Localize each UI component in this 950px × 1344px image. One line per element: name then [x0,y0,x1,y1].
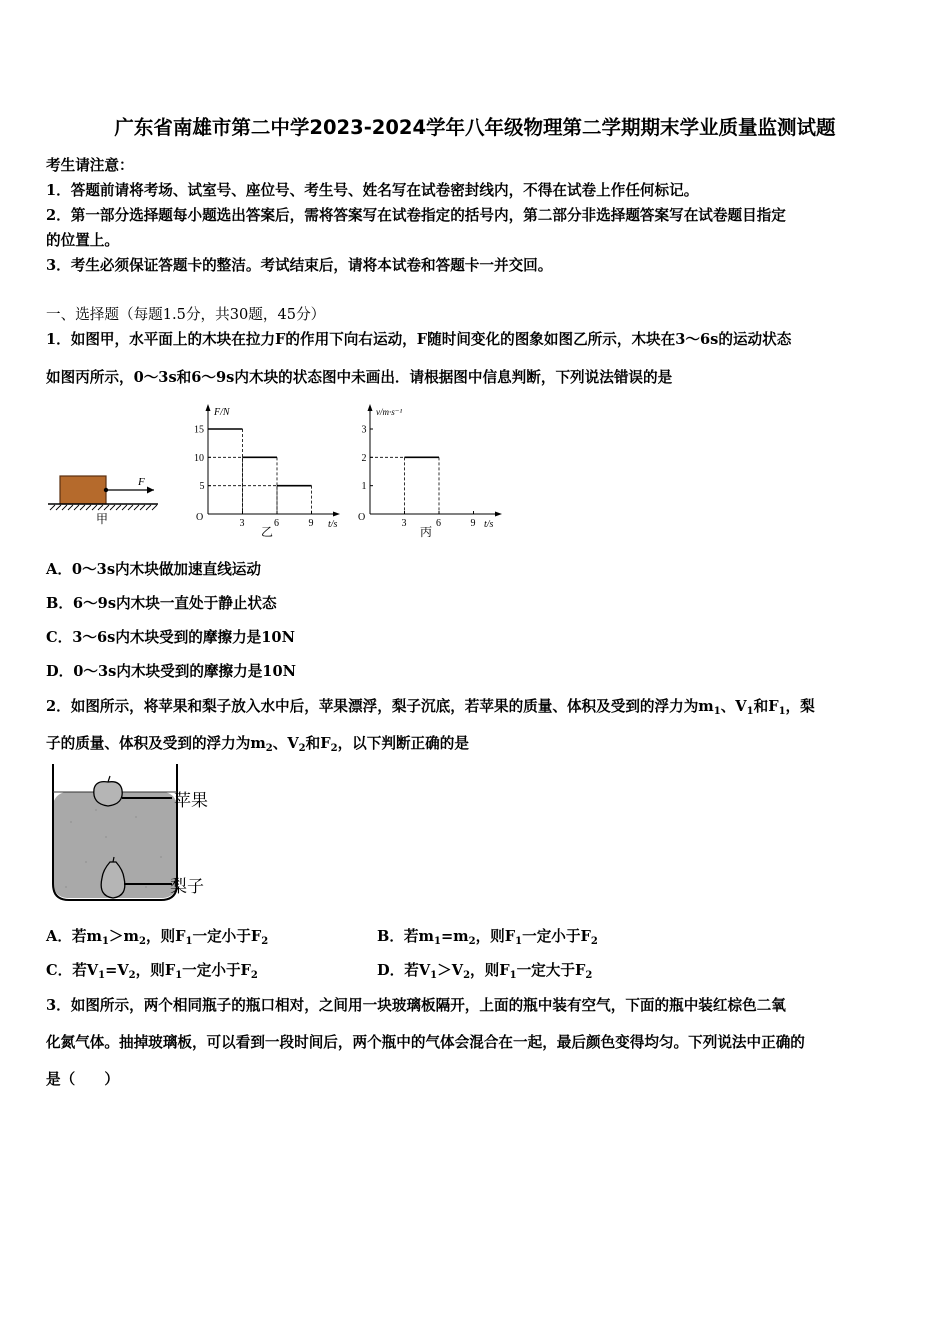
chart-caption: 丙 [420,525,433,539]
x-tick-label: 9 [470,518,476,529]
figure-jia [46,468,164,530]
apple-label: 苹果 [174,791,208,810]
figure-yi-chart [190,402,350,542]
y-tick-label: 2 [361,452,367,464]
chart-caption: 乙 [261,525,274,539]
notice-line-3: 3．考生必须保证答题卡的整洁。考试结束后，请将本试卷和答题卡一并交回。 [46,257,553,274]
q2-option-d: D．若$V_1>V_2$，则$F_1$一定大于$F_2$ [377,962,593,981]
origin-label: O [196,512,204,523]
x-tick-label: 9 [308,518,314,529]
x-axis-label: t/s [484,519,494,530]
page-title: 广东省南雄市第二中学2023-2024学年八年级物理第二学期期末学业质量监测试题 [114,116,836,139]
origin-label: O [358,512,366,523]
wood-block [60,476,106,504]
q3-stem-line-2: 化氮气体。抽掉玻璃板，可以看到一段时间后，两个瓶中的气体会混合在一起，最后颜色变得均匀。下列说法中正确的 [46,1034,805,1051]
figure-apple-pear [46,762,226,907]
section-heading: 一、选择题（每题1.5分，共30题，45分） [46,306,326,323]
y-tick-label: 1 [361,481,367,493]
y-tick-label: 5 [199,481,205,493]
q1-stem-line-2: 如图丙所示，0～3s和6～9s内木块的状态图中未画出．请根据图中信息判断，下列说法错误的是 [46,369,673,386]
x-axis-label: t/s [328,519,338,530]
q1-option-b: B．6～9s内木块一直处于静止状态 [46,595,277,612]
figure-jia-caption: 甲 [96,512,109,526]
q1-option-d: D．0～3s内木块受到的摩擦力是10N [46,663,296,680]
notice-line-1: 1．答题前请将考场、试室号、座位号、考生号、姓名写在试卷密封线内，不得在试卷上作任何标记。 [46,182,699,199]
q2-option-c: C．若$V_1=V_2$，则$F_1$一定小于$F_2$ [46,962,258,981]
y-axis-label: v/m·s⁻¹ [376,407,403,417]
q3-stem-line-3: 是（ ） [46,1071,119,1088]
q1-stem-line-1: 1．如图甲，水平面上的木块在拉力F的作用下向右运动，F随时间变化的图象如图乙所示，木块在3～6s的运动状态 [46,331,792,348]
force-label: F [138,476,145,488]
y-tick-label: 15 [194,424,204,436]
q2-option-b: B．若$m_1=m_2$，则$F_1$一定小于$F_2$ [377,928,598,947]
q2-stem-line-1: 2．如图所示，将苹果和梨子放入水中后，苹果漂浮，梨子沉底，若苹果的质量、体积及受到的浮力为$m_1$、$V_1$和$F_1$，梨 [46,698,815,717]
q2-option-a: A．若$m_1>m_2$，则$F_1$一定小于$F_2$ [46,928,269,947]
q1-option-c: C．3～6s内木块受到的摩擦力是10N [46,629,295,646]
x-tick-label: 6 [274,518,279,529]
x-tick-label: 6 [436,518,441,529]
notice-heading: 考生请注意： [46,157,134,174]
pear-label: 梨子 [170,877,204,896]
y-tick-label: 10 [194,452,204,464]
y-axis-label: F/N [214,407,230,418]
notice-line-2: 2．第一部分选择题每小题选出答案后，需将答案写在试卷指定的括号内，第二部分非选择题答案写在试卷题目指定 [46,207,786,224]
y-tick-label: 3 [361,424,367,436]
q2-stem-line-2: 子的质量、体积及受到的浮力为$m_2$、$V_2$和$F_2$，以下判断正确的是 [46,735,469,754]
x-tick-label: 3 [239,518,245,529]
notice-line-2-cont: 的位置上。 [46,232,119,249]
figure-bing-chart [352,402,512,542]
q1-option-a: A．0～3s内木块做加速直线运动 [46,561,261,578]
apple-icon [94,776,122,806]
x-tick-label: 3 [401,518,407,529]
q3-stem-line-1: 3．如图所示，两个相同瓶子的瓶口相对，之间用一块玻璃板隔开，上面的瓶中装有空气，下面的瓶中装红棕色二氧 [46,997,786,1014]
